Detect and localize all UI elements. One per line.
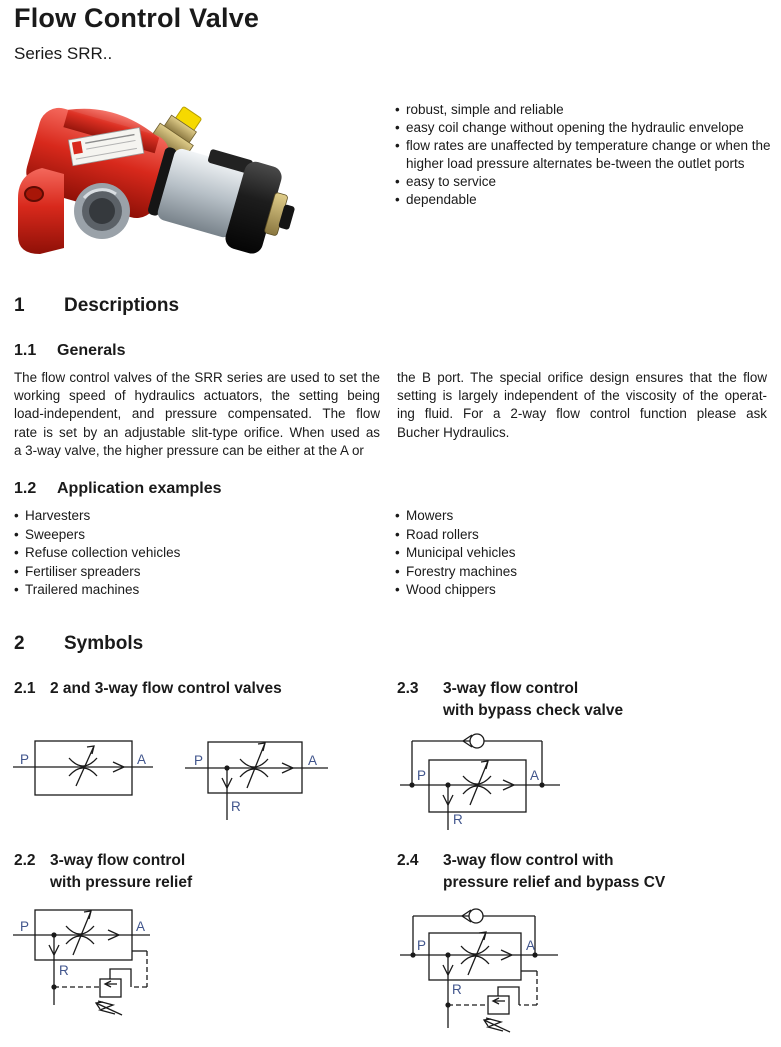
bullet-icon: • <box>14 582 19 598</box>
list-item: • dependable <box>395 192 477 207</box>
list-item: • flow rates are unaffected by temperature change or when the higher load pressure alternates be-tween the outlet ports <box>395 138 771 171</box>
bullet-icon: • <box>14 563 19 579</box>
diagram-3way-flow-control <box>185 735 335 845</box>
list-item: • easy coil change without opening the hydraulic envelope <box>395 120 744 135</box>
port-label-p: P <box>20 919 30 934</box>
section-number: 2 <box>14 633 25 654</box>
symbol-2-4-heading: 2.4 3-way flow control with pressure relief and bypass CV <box>397 852 666 891</box>
port-label-p: P <box>194 753 204 768</box>
list-item: • easy to service <box>395 174 497 189</box>
diagram-2way-flow-control <box>10 733 160 833</box>
bullet-icon: • <box>14 526 19 542</box>
bullet-icon: • <box>395 508 400 523</box>
list-item: • Fertiliser spreaders <box>14 563 374 582</box>
bullet-icon: • <box>395 545 400 561</box>
port-label-r: R <box>59 963 69 978</box>
section-descriptions-heading: 1 Descriptions <box>14 295 180 316</box>
section-number: 1.1 <box>14 342 37 359</box>
bullet-icon: • <box>14 545 19 561</box>
product-photo <box>12 98 297 278</box>
symbol-2-2-heading: 2.2 3-way flow control with pressure relief <box>14 852 193 891</box>
section-symbols-heading: 2 Symbols <box>14 633 144 654</box>
generals-left-column: The flow control valves of the SRR series are used to set the working speed of hydraulics actuators, the setting being load-independent, and pressure compensated. The flow rate is set by an adjustable slit-type orifice. When used as a 3-way valve, the higher pressure can be either at the A or <box>14 370 380 458</box>
applications-list-right <box>395 507 755 600</box>
list-item: • Forestry machines <box>395 563 755 582</box>
port-label-a: A <box>136 919 146 934</box>
diagram-3way-relief-bypass-cv <box>398 896 573 1041</box>
port-label-p: P <box>20 752 30 767</box>
port-label-a: A <box>137 752 147 767</box>
section-number: 1.2 <box>14 480 37 497</box>
port-label-a: A <box>308 753 318 768</box>
diagram-3way-bypass-check-valve <box>395 728 570 840</box>
generals-right-column: the B port. The special orifice design ensures that the flow setting is largely independent of the viscosity of the operat- ing fluid. For a 2-way flow control function please ask Bucher Hydraulics. <box>397 370 767 440</box>
list-item: • Refuse collection vehicles <box>14 544 374 563</box>
bullet-icon: • <box>395 582 400 598</box>
bullet-icon: • <box>14 508 19 523</box>
section-number: 2.4 <box>397 852 419 869</box>
bullet-icon: • <box>395 102 400 117</box>
applications-list-left <box>14 507 374 600</box>
list-item: • robust, simple and reliable <box>395 102 564 117</box>
symbol-2-1-heading: 2.1 2 and 3-way flow control valves <box>14 678 282 700</box>
bullet-icon: • <box>395 192 400 207</box>
feature-list <box>395 101 773 209</box>
bullet-icon: • <box>395 120 400 135</box>
bullet-icon: • <box>395 138 400 153</box>
section-number: 2.3 <box>397 680 419 697</box>
section-number: 2.1 <box>14 680 36 697</box>
check-valve-ball <box>470 734 484 748</box>
diagram-3way-pressure-relief <box>10 903 175 1028</box>
symbol-2-3-heading: 2.3 3-way flow control with bypass check valve <box>397 680 624 719</box>
bullet-icon: • <box>395 526 400 542</box>
list-item: • Harvesters <box>14 507 374 526</box>
list-item: • Sweepers <box>14 526 374 545</box>
list-item: • Mowers <box>395 507 755 526</box>
list-item: • Wood chippers <box>395 581 755 600</box>
section-number: 2.2 <box>14 852 36 869</box>
bullet-icon: • <box>395 563 400 579</box>
port-label-p: P <box>417 768 427 783</box>
section-number: 1 <box>14 295 25 316</box>
port-label-a: A <box>530 768 540 783</box>
port-ring <box>74 183 130 239</box>
list-item: • Road rollers <box>395 526 755 545</box>
section-applications-heading: 1.2 Application examples <box>14 480 222 497</box>
port-label-r: R <box>453 812 463 827</box>
page-subtitle: Series SRR.. <box>14 44 113 63</box>
page-title: Flow Control Valve <box>14 3 260 33</box>
section-generals-heading: 1.1 Generals <box>14 342 126 359</box>
list-item: • Trailered machines <box>14 581 374 600</box>
check-valve-ball <box>469 909 483 923</box>
list-item: • Municipal vehicles <box>395 544 755 563</box>
bullet-icon: • <box>395 174 400 189</box>
port-label-r: R <box>452 982 462 997</box>
port-label-r: R <box>231 799 241 814</box>
port-label-a: A <box>526 938 536 953</box>
mounting-flange <box>18 168 64 254</box>
port-label-p: P <box>417 938 427 953</box>
